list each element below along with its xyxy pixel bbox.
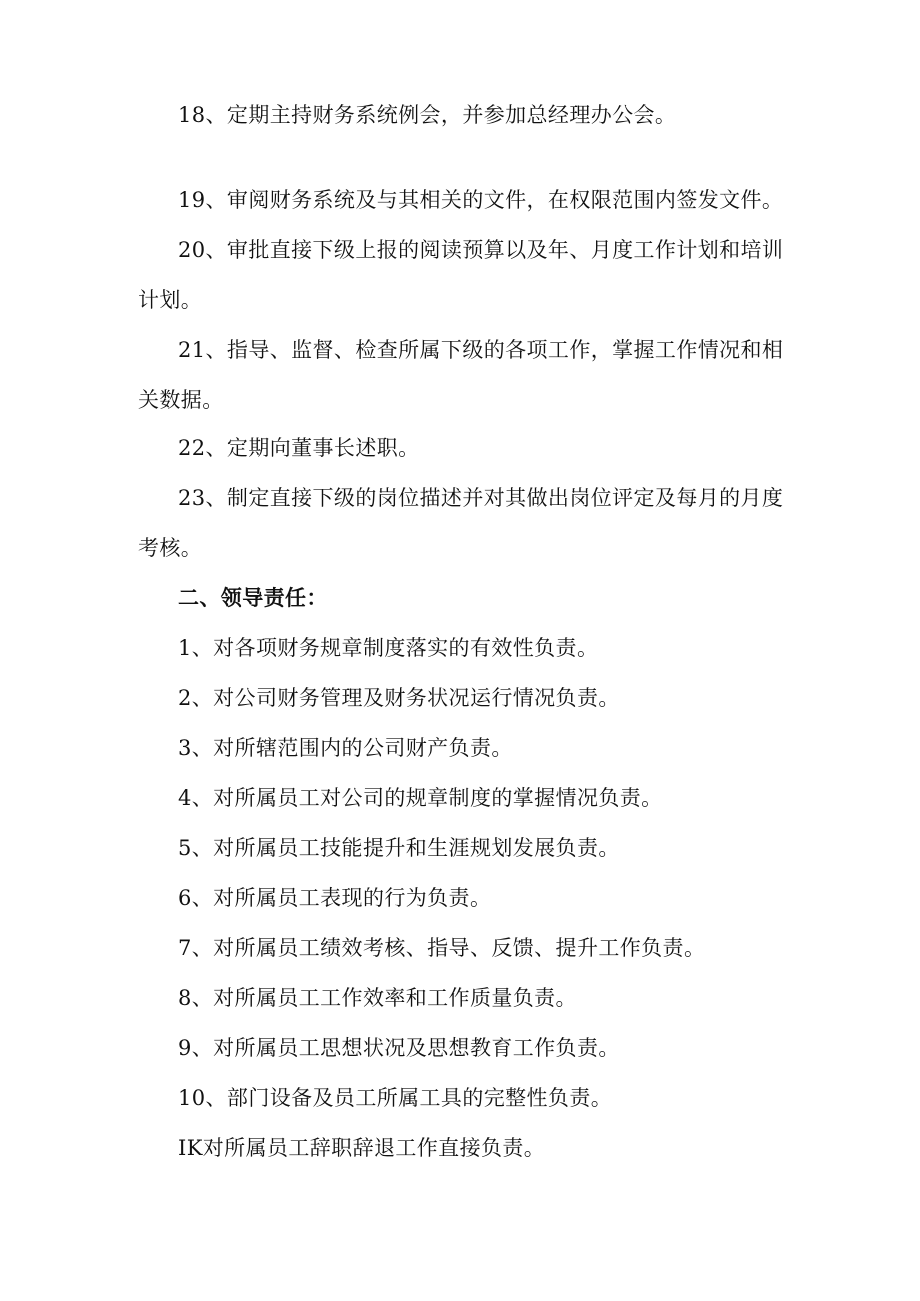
responsibility-item: 7、对所属员工绩效考核、指导、反馈、提升工作负责。 — [178, 936, 706, 960]
responsibility-item: 5、对所属员工技能提升和生涯规划发展负责。 — [178, 836, 620, 860]
responsibility-item: 3、对所辖范围内的公司财产负责。 — [178, 736, 513, 760]
responsibility-item: IK对所属员工辞职辞退工作直接负责。 — [178, 1136, 546, 1160]
responsibility-item: 1、对各项财务规章制度落实的有效性负责。 — [178, 636, 599, 660]
responsibility-item: 10、部门设备及员工所属工具的完整性负责。 — [178, 1086, 613, 1110]
paragraph-21: 21、指导、监督、检查所属下级的各项工作，掌握工作情况和相关数据。 — [138, 338, 784, 412]
responsibility-item: 9、对所属员工思想状况及思想教育工作负责。 — [178, 1036, 620, 1060]
paragraph-20: 20、审批直接下级上报的阅读预算以及年、月度工作计划和培训计划。 — [138, 238, 784, 312]
responsibility-item: 8、对所属员工工作效率和工作质量负责。 — [178, 986, 577, 1010]
section-heading: 二、领导责任： — [178, 585, 328, 610]
responsibility-item: 4、对所属员工对公司的规章制度的掌握情况负责。 — [178, 786, 663, 810]
paragraph-23: 23、制定直接下级的岗位描述并对其做出岗位评定及每月的月度考核。 — [138, 486, 784, 560]
paragraph-19: 19、审阅财务系统及与其相关的文件，在权限范围内签发文件。 — [178, 188, 784, 212]
responsibility-item: 6、对所属员工表现的行为负责。 — [178, 886, 492, 910]
paragraph-18: 18、定期主持财务系统例会，并参加总经理办公会。 — [178, 103, 677, 127]
paragraph-22: 22、定期向董事长述职。 — [178, 436, 420, 460]
responsibility-item: 2、对公司财务管理及财务状况运行情况负责。 — [178, 686, 620, 710]
